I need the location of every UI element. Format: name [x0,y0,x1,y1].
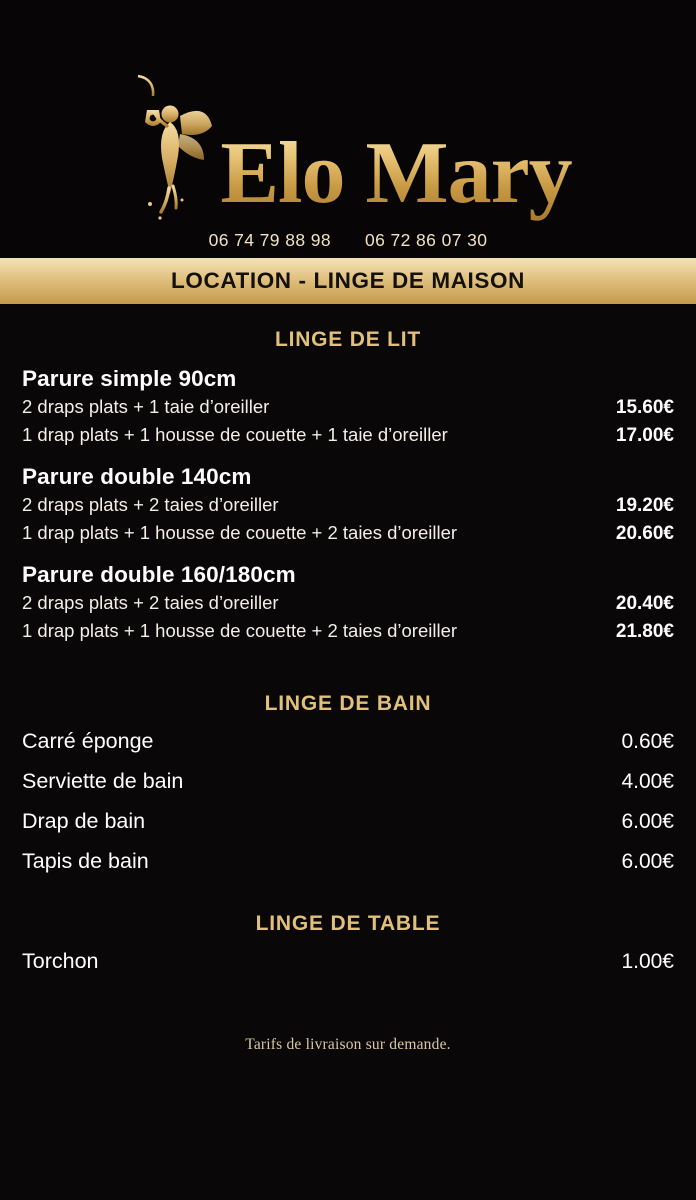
price-line [22,520,674,548]
header [0,0,696,258]
item-price: 6.00€ [621,850,674,874]
list-item [22,842,674,882]
footnote: Tarifs de livraison sur demande. [245,1035,451,1053]
price-group [22,366,674,450]
section-title-bed: LINGE DE LIT [274,328,422,351]
item-price: 1.00€ [621,950,674,974]
price-line [22,492,674,520]
price-line-value: 20.40€ [615,592,674,614]
group-name: Parure double 160/180cm [22,561,296,587]
banner [0,258,696,304]
price-line-value: 19.20€ [615,494,674,516]
list-item [22,722,674,762]
list-item [22,942,674,982]
bath-items [22,722,674,882]
item-label: Drap de bain [22,809,146,834]
phone-number-1[interactable]: 06 74 79 88 98 [208,230,331,250]
item-label: Torchon [22,949,99,974]
price-line [22,422,674,450]
section-title-bath: LINGE DE BAIN [264,691,432,715]
item-label: Tapis de bain [22,849,149,874]
price-line-description: 2 draps plats + 1 taie d’oreiller [22,396,270,417]
price-line-value: 20.60€ [615,522,674,544]
price-content [0,304,696,1200]
phone-numbers [209,230,488,251]
item-price: 0.60€ [621,730,674,754]
price-line-description: 1 drap plats + 1 housse de couette + 2 taies d’oreiller [22,619,458,641]
price-line [22,590,674,618]
price-line [22,618,674,646]
banner-title: LOCATION - LINGE DE MAISON [171,268,525,293]
group-name: Parure double 140cm [22,463,252,489]
item-price: 6.00€ [621,810,674,834]
item-label: Serviette de bain [22,769,184,794]
brand-title: Elo Mary [220,132,575,222]
price-line [22,394,674,422]
item-label: Carré éponge [22,729,154,754]
price-line-description: 2 draps plats + 2 taies d’oreiller [22,591,279,613]
logo [0,82,696,222]
table-items [22,942,674,982]
phone-number-2[interactable]: 06 72 86 07 30 [365,230,488,250]
price-line-value: 15.60€ [615,397,674,418]
price-line-description: 1 drap plats + 1 housse de couette + 1 taie d’oreiller [22,423,448,445]
price-group [22,562,674,646]
spacer [22,1054,674,1128]
price-line-value: 21.80€ [615,620,674,642]
list-item [22,762,674,802]
group-name: Parure simple 90cm [22,366,237,391]
fairy-with-lantern-icon [120,72,216,222]
price-line-value: 17.00€ [615,424,674,446]
list-item [22,802,674,842]
price-line-description: 1 drap plats + 1 housse de couette + 2 taies d’oreiller [22,521,458,543]
section-title-table: LINGE DE TABLE [255,911,441,935]
price-line-description: 2 draps plats + 2 taies d’oreiller [22,493,279,515]
item-price: 4.00€ [621,770,674,794]
price-group [22,464,674,548]
